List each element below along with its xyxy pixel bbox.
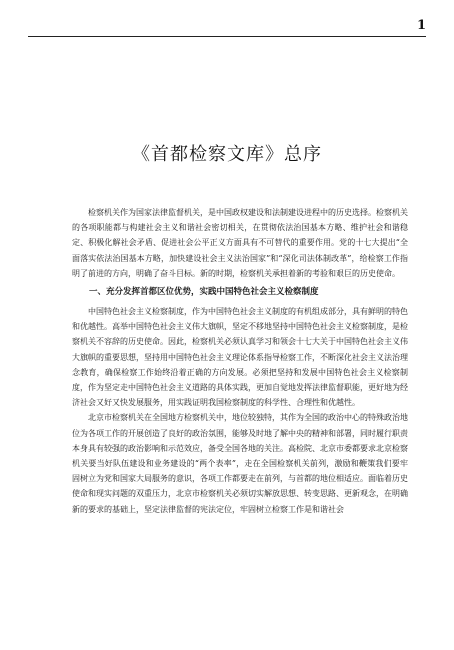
body-content: [72, 205, 408, 517]
header-rule: [28, 36, 426, 37]
paragraph-3: 北京市检察机关在全国地方检察机关中，地位较独特，其作为全国的政治中心的特殊政治地位为各项工作的开展创造了良好的政治氛围，能够及时地了解中央的精神和部署，同时履行职责本身具有较强的政治影响和示范效应，备受全国各地的关注。高检院、北京市委都要求北京检察机关要当好队伍建设和业务建设的“两个表率”，走在全国检察机关前列，激励和鞭策我们要牢固树立为党和国家大局服务的意识，各项工作都要走在前列，与首都的地位相适应。面临着历史使命和现实问题的双重压力，北京市检察机关必须切实解放思想、转变思路、更新观念，在明确新的要求的基础上，坚定法律监督的宪法定位，牢固树立检察工作是和谐社会: [72, 413, 408, 514]
section-heading: 一、充分发挥首都区位优势，实践中国特色社会主义检察制度: [89, 287, 319, 298]
intro-paragraph: 检察机关作为国家法律监督机关，是中国政权建设和法制建设进程中的历史选择。检察机关的各项职能都与构建社会主义和谐社会密切相关，在贯彻依法治国基本方略、维护社会和谐稳定、积极化解社会矛盾、促进社会公平正义方面具有不可替代的重要作用。党的十七大提出“全面落实依法治国基本方略，加快建设社会主义法治国家”和“深化司法体制改革”，给检察工作指明了前进的方向，明确了奋斗目标。新的时期，检察机关承担着新的考验和艰巨的历史使命。: [72, 208, 408, 278]
page-number: 1: [416, 18, 426, 33]
paragraph-2: 中国特色社会主义检察制度，作为中国特色社会主义制度的有机组成部分，具有鲜明的特色和优越性。高举中国特色社会主义伟大旗帜，坚定不移地坚持中国特色社会主义检察制度，是检察机关不容辞的历史使命。因此，检察机关必须认真学习和领会十七大关于中国特色社会主义伟大旗帜的重要思想，坚持用中国特色社会主义理论体系指导检察工作，不断深化社会主义法治理念教育，确保检察工作始终沿着正确的方向发展。必须把坚持和发展中国特色社会主义检察制度，作为坚定走中国特色社会主义道路的具体实践，更加自觉地发挥法律监督职能，更好地为经济社会又好又快发展服务，用实践证明我国检察制度的科学性、合理性和优越性。: [72, 307, 408, 408]
page-title: 《首都检察文库》总序: [132, 144, 322, 165]
